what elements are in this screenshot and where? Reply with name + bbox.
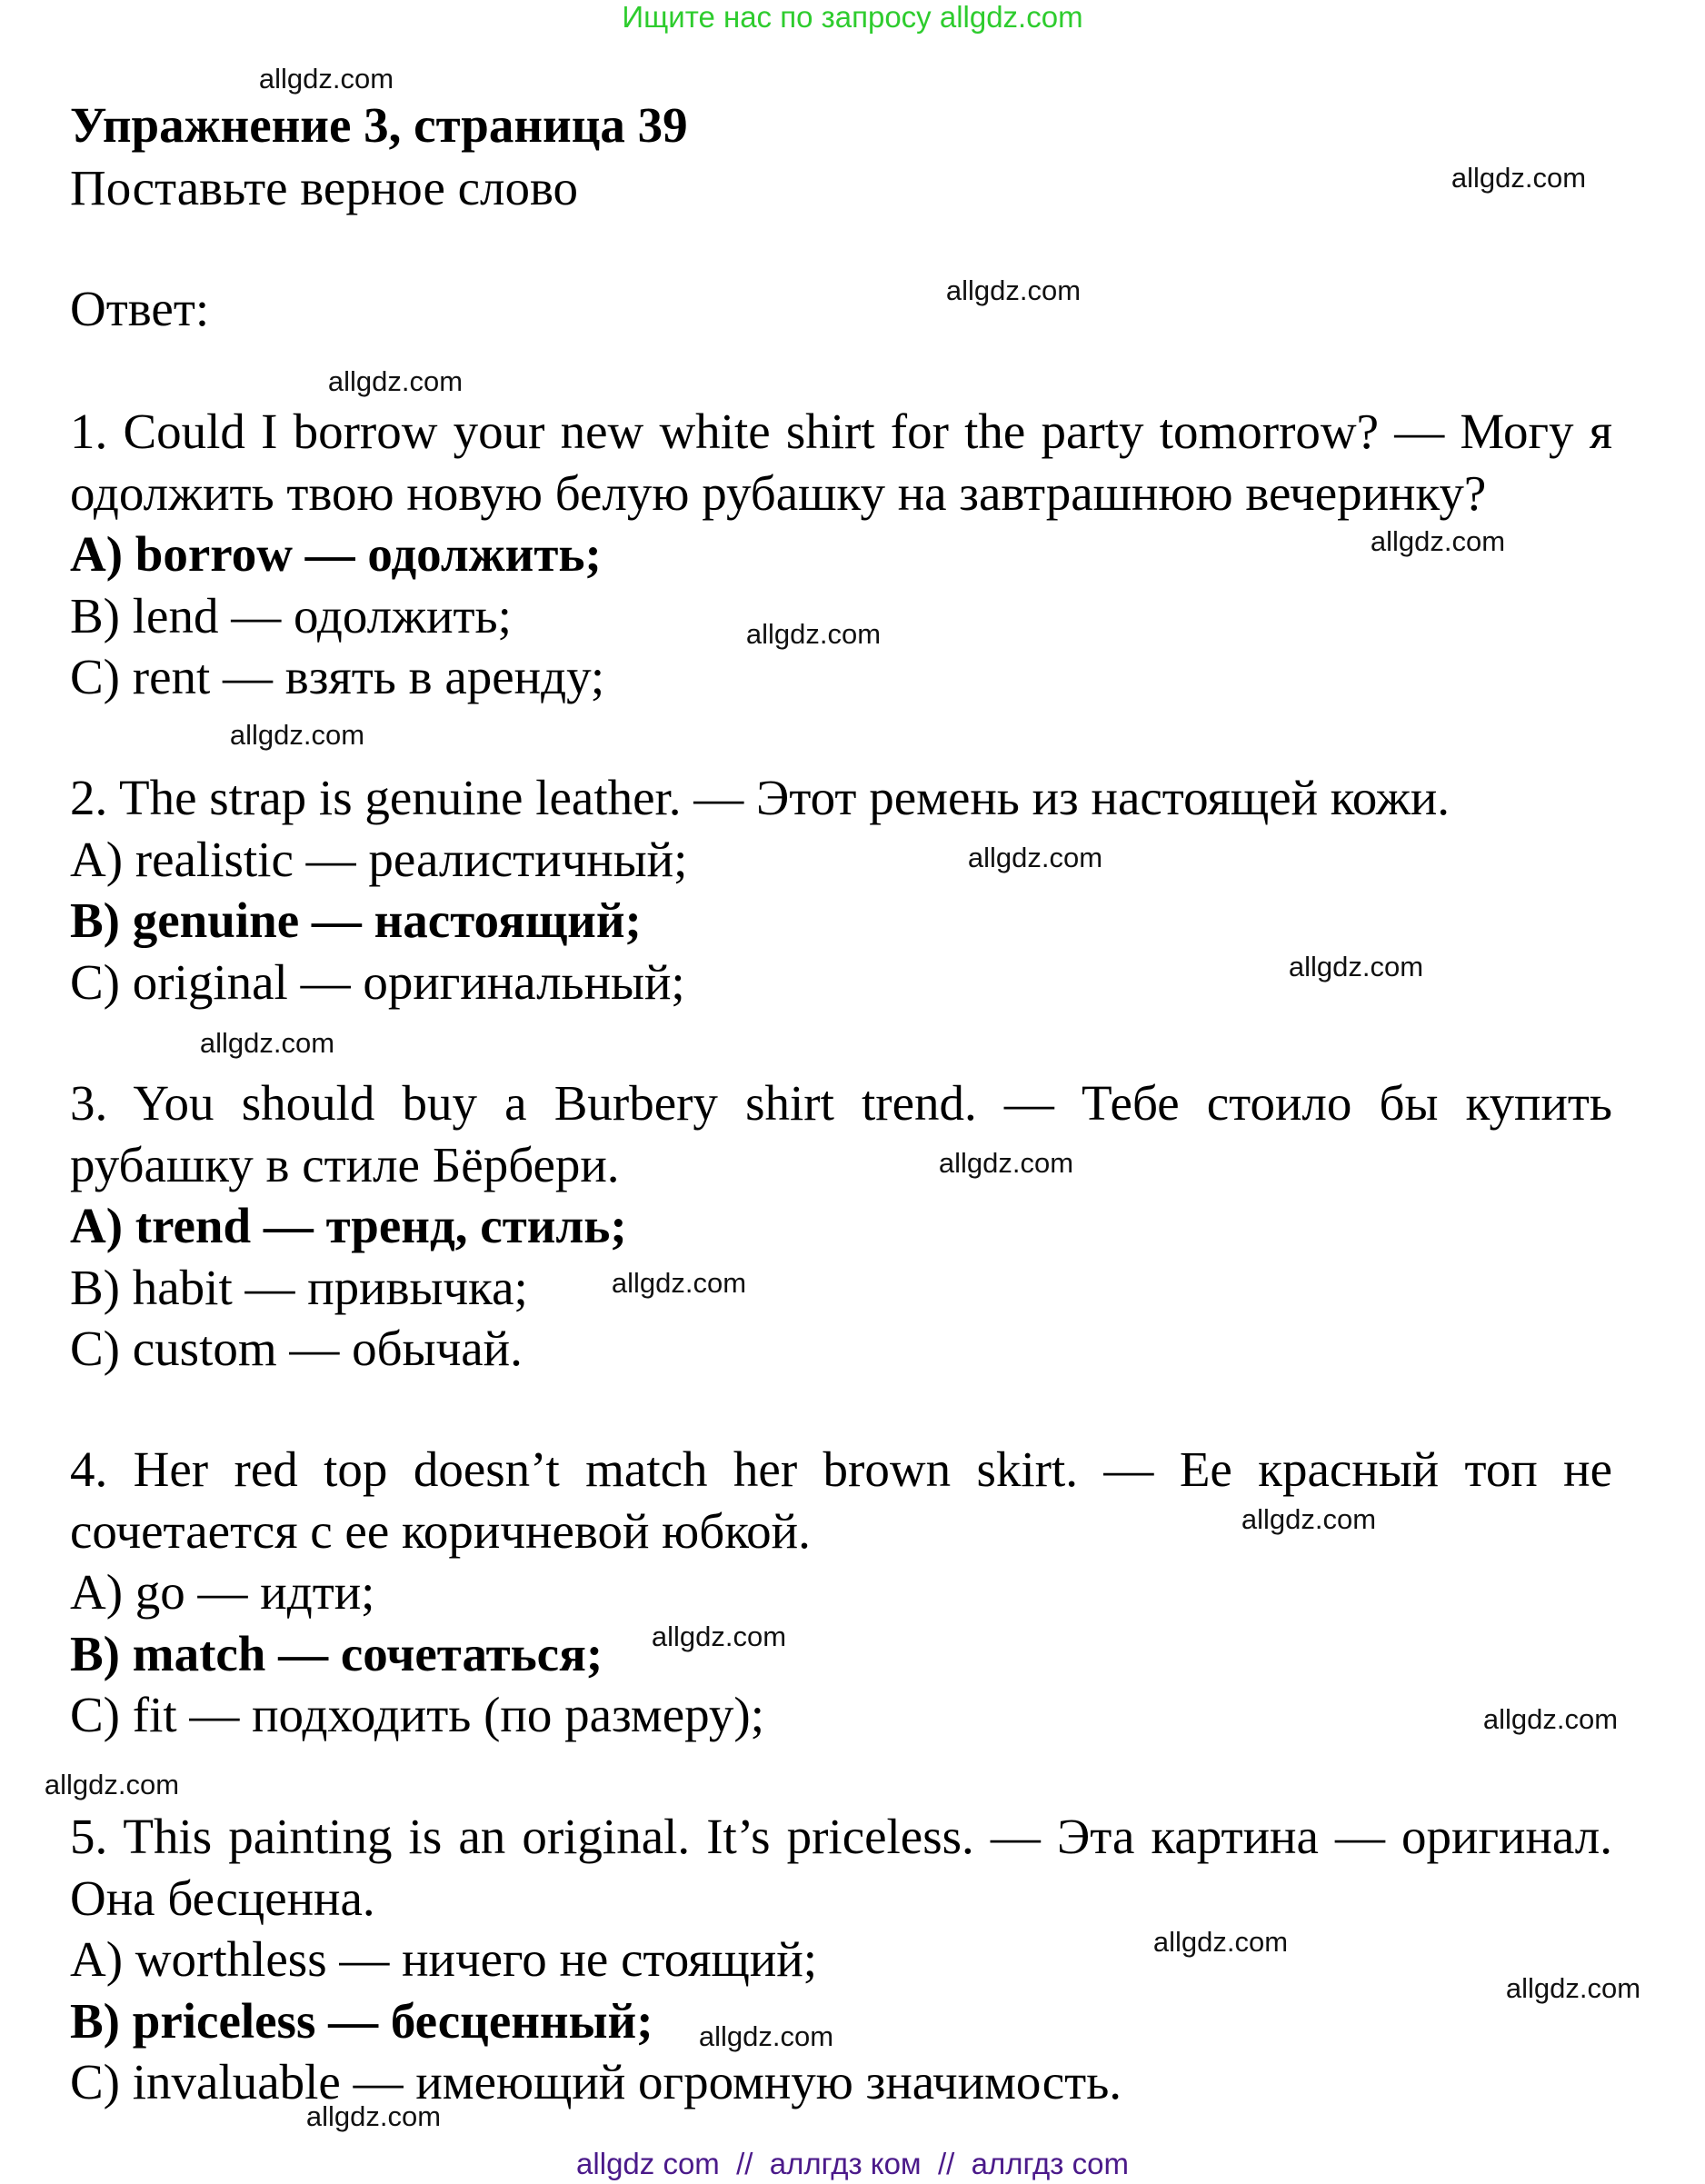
watermark: allgdz.com [611, 1267, 747, 1299]
item-option: C) rent — взять в аренду; [70, 649, 605, 704]
item-question: 3. You should buy a Burbery shirt trend. — Тебе стоило бы купить рубашку в стиле Бёрбери. [70, 1075, 1612, 1192]
watermark: allgdz.com [1288, 951, 1424, 982]
item-option: A) borrow — одолжить; [70, 526, 602, 582]
exercise-item-4 [70, 1439, 1612, 1746]
item-option: C) fit — подходить (по размеру); [70, 1687, 765, 1742]
item-option: C) original — оригинальный; [70, 953, 685, 1010]
watermark: allgdz.com [1505, 1972, 1641, 2004]
item-question: 4. Her red top doesn’t match her brown skirt. — Ее красный топ не сочетается с ее коричневой юбкой. [70, 1441, 1612, 1559]
item-option: C) custom — обычай. [70, 1321, 523, 1376]
watermark: allgdz.com [258, 63, 394, 95]
watermark: allgdz.com [305, 2100, 442, 2132]
watermark: allgdz.com [229, 719, 365, 751]
watermark: allgdz.com [967, 842, 1103, 873]
watermark: allgdz.com [327, 365, 464, 397]
watermark: allgdz.com [938, 1147, 1074, 1179]
item-option: A) realistic — реалистичный; [70, 831, 688, 887]
item-option: A) go — идти; [70, 1564, 375, 1620]
item-option: B) genuine — настоящий; [70, 893, 642, 948]
watermark: allgdz.com [1451, 162, 1587, 194]
answer-label: Ответ: [70, 281, 210, 336]
search-banner: Ищите нас по запросу allgdz.com [622, 0, 1083, 34]
item-option: B) lend — одолжить; [70, 587, 512, 643]
exercise-item-5 [70, 1806, 1612, 2113]
item-question: 1. Could I borrow your new white shirt for the party tomorrow? — Могу я одолжить твою новую белую рубашку на завтрашнюю вечеринку? [70, 404, 1612, 521]
item-option: A) trend — тренд, стиль; [70, 1198, 627, 1253]
item-option: C) invaluable — имеющий огромную значимость. [70, 2054, 1122, 2109]
task-instruction: Поставьте верное слово [70, 160, 579, 215]
watermark: allgdz.com [199, 1027, 335, 1059]
watermark: allgdz.com [698, 2020, 834, 2052]
watermark: allgdz.com [1370, 525, 1506, 557]
watermark: allgdz.com [745, 618, 882, 650]
item-option: B) match — сочетаться; [70, 1625, 603, 1681]
exercise-item-3 [70, 1072, 1612, 1380]
watermark: allgdz.com [1482, 1703, 1619, 1735]
watermark: allgdz.com [651, 1621, 787, 1652]
watermark: allgdz.com [44, 1769, 180, 1800]
watermark: allgdz.com [1152, 1926, 1289, 1958]
footer-links: allgdz com // аллгдз ком // аллгдз com [576, 2147, 1129, 2180]
item-question: 2. The strap is genuine leather. — Этот ремень из настоящей кожи. [70, 770, 1451, 825]
item-option: B) habit — привычка; [70, 1259, 528, 1315]
item-question: 5. This painting is an original. It’s priceless. — Эта картина — оригинал. Она бесценна. [70, 1809, 1612, 1926]
item-option: B) priceless — бесценный; [70, 1992, 653, 2049]
watermark: allgdz.com [945, 274, 1082, 306]
item-option: A) worthless — ничего не стоящий; [70, 1931, 818, 1987]
page-title: Упражнение 3, страница 39 [70, 97, 688, 153]
watermark: allgdz.com [1241, 1503, 1377, 1535]
